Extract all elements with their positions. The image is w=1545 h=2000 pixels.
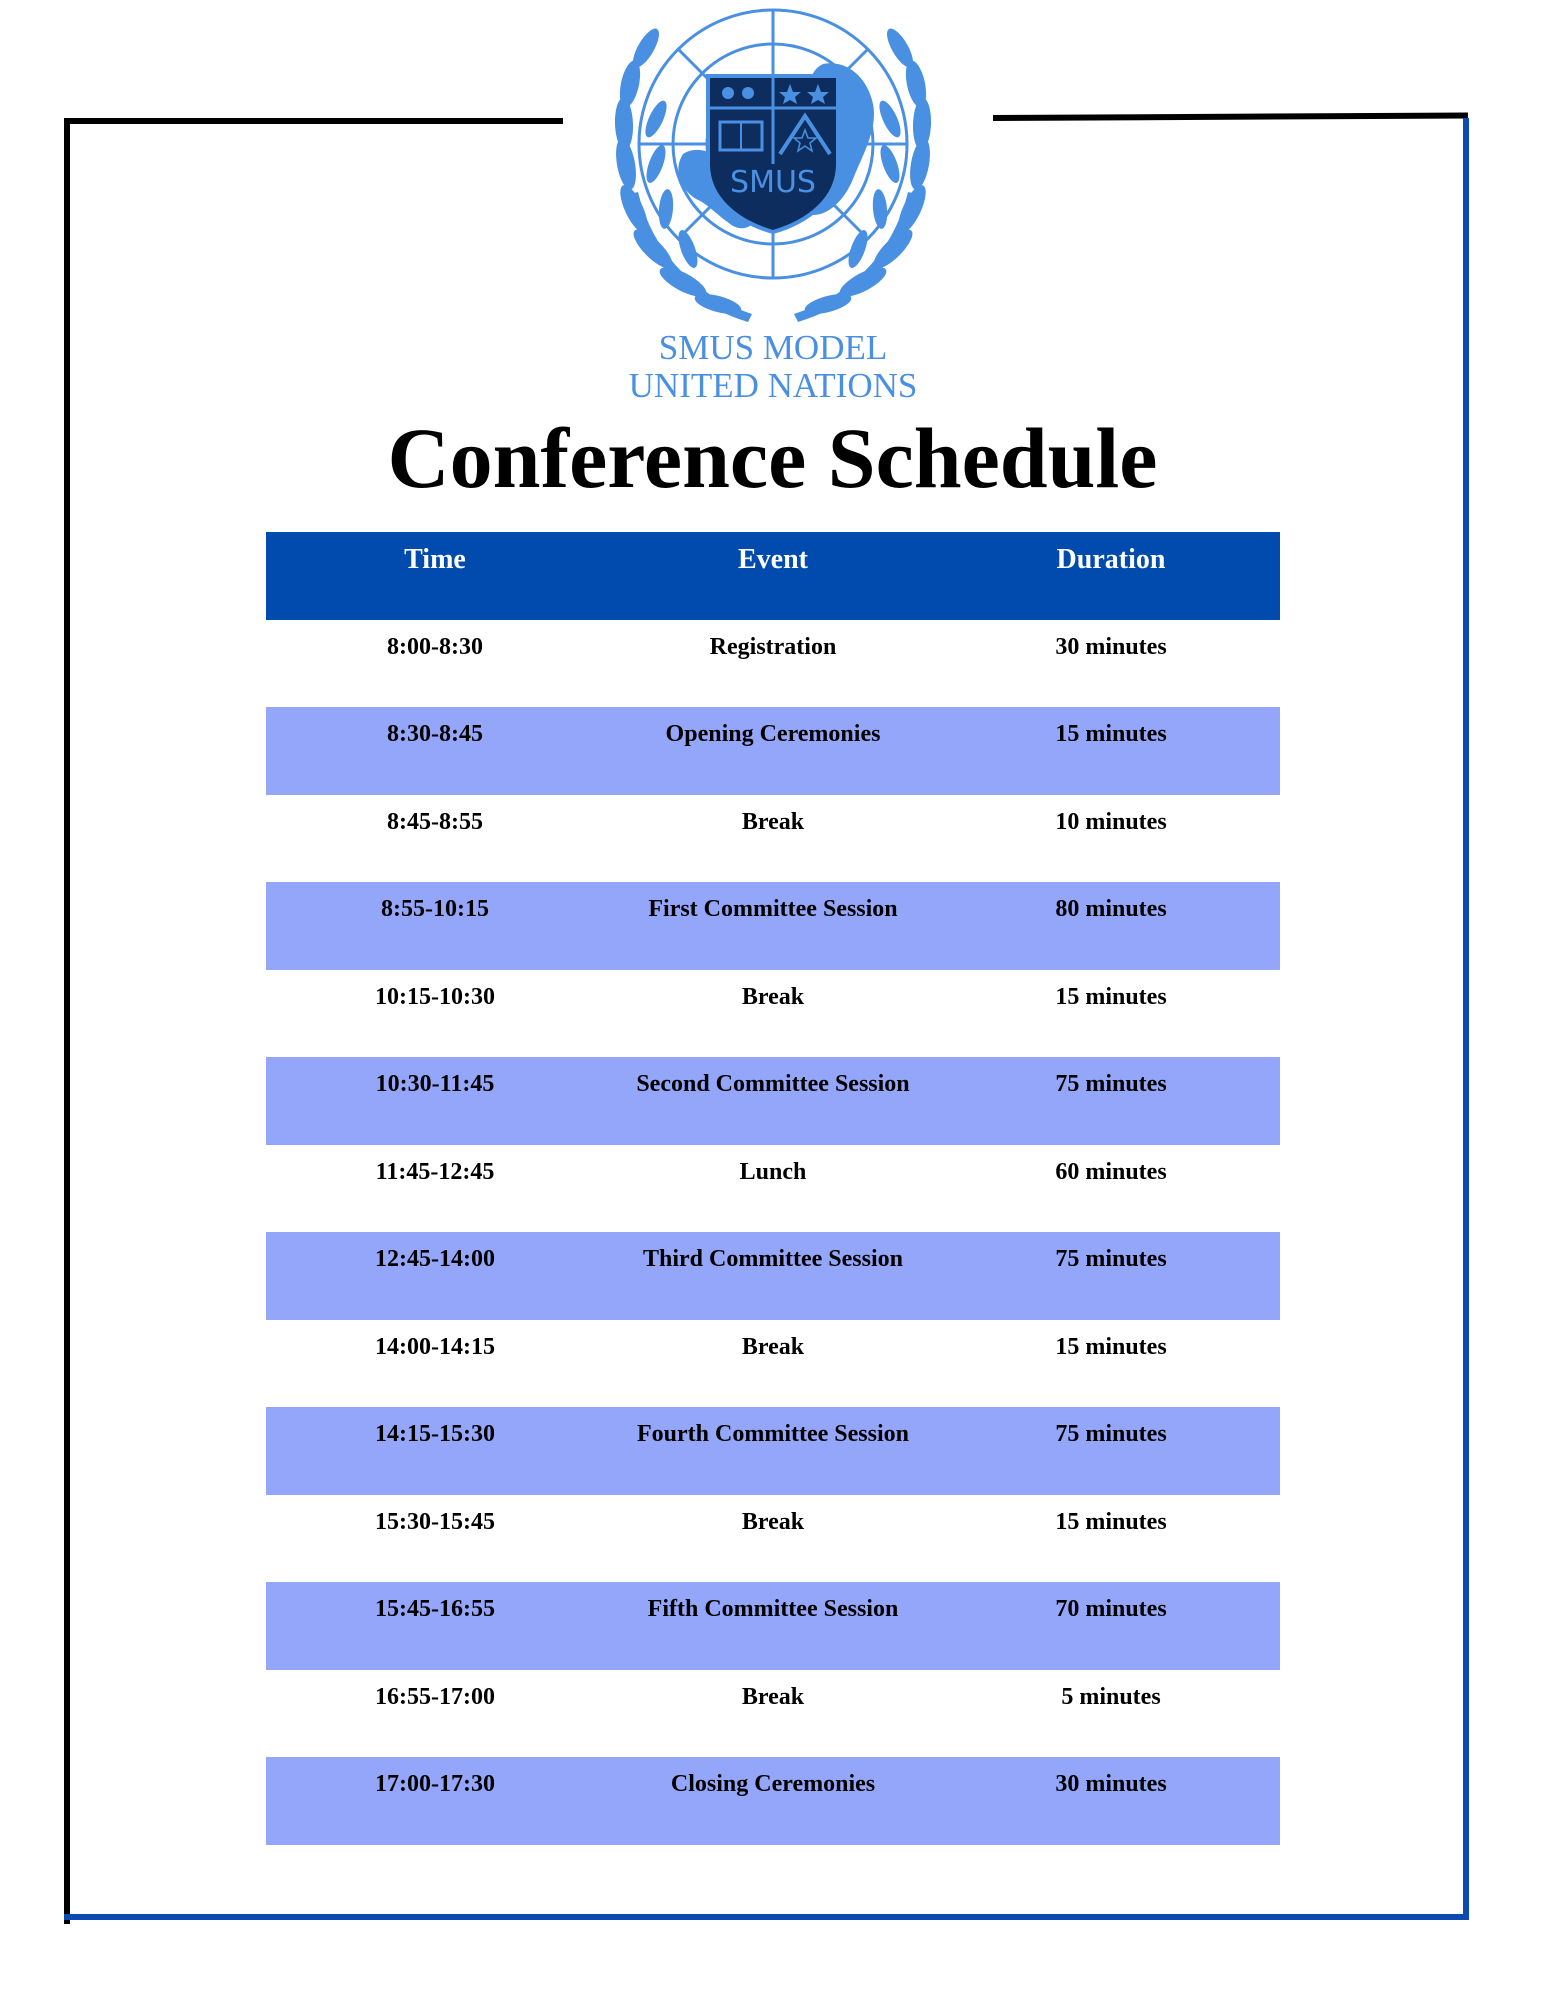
event-cell: Break <box>741 983 805 1010</box>
event-cell: Break <box>741 1333 805 1360</box>
time-cell: 16:55-17:00 <box>375 1683 495 1710</box>
table-row <box>266 882 1280 970</box>
table-row <box>266 1757 1280 1845</box>
time-cell: 15:30-15:45 <box>375 1508 495 1535</box>
frame-top-left-border <box>64 118 563 124</box>
duration-cell: 15 minutes <box>1055 1333 1167 1360</box>
table-row <box>266 1057 1280 1145</box>
event-cell: First Committee Session <box>648 896 898 922</box>
frame-bottom-border <box>64 1914 1469 1920</box>
time-cell: 8:30-8:45 <box>387 721 483 747</box>
column-header-duration: Duration <box>1056 544 1166 575</box>
duration-cell: 75 minutes <box>1055 1071 1167 1097</box>
crest-text: SMUS <box>730 165 816 200</box>
time-cell: 8:45-8:55 <box>387 808 483 835</box>
event-cell: Fourth Committee Session <box>637 1421 909 1447</box>
table-row <box>266 795 1280 883</box>
event-cell: Second Committee Session <box>636 1071 910 1097</box>
table-row <box>266 1145 1280 1233</box>
time-cell: 10:15-10:30 <box>375 983 495 1010</box>
org-name-line1: SMUS MODEL <box>658 328 888 367</box>
table-row <box>266 1407 1280 1495</box>
duration-cell: 15 minutes <box>1055 983 1167 1010</box>
time-cell: 12:45-14:00 <box>375 1246 495 1272</box>
duration-cell: 15 minutes <box>1055 1508 1167 1535</box>
time-cell: 14:00-14:15 <box>375 1333 495 1360</box>
table-row <box>266 620 1280 708</box>
duration-cell: 80 minutes <box>1055 896 1167 922</box>
duration-cell: 60 minutes <box>1055 1158 1167 1185</box>
event-cell: Opening Ceremonies <box>665 721 881 747</box>
column-header-event: Event <box>738 544 808 575</box>
table-row <box>266 1670 1280 1758</box>
duration-cell: 30 minutes <box>1055 633 1167 660</box>
duration-cell: 30 minutes <box>1055 1771 1167 1797</box>
time-cell: 8:55-10:15 <box>381 896 489 922</box>
time-cell: 14:15-15:30 <box>375 1421 495 1447</box>
event-cell: Break <box>741 1683 805 1710</box>
duration-cell: 75 minutes <box>1055 1421 1167 1447</box>
event-cell: Break <box>741 1508 805 1535</box>
event-cell: Registration <box>709 633 837 660</box>
duration-cell: 5 minutes <box>1061 1683 1161 1710</box>
frame-left-border <box>64 118 70 1924</box>
crest-shield-icon <box>708 76 838 232</box>
org-name-line2: UNITED NATIONS <box>628 366 918 404</box>
duration-cell: 10 minutes <box>1055 808 1167 835</box>
table-row <box>266 1320 1280 1408</box>
time-cell: 11:45-12:45 <box>375 1158 495 1185</box>
duration-cell: 75 minutes <box>1055 1246 1167 1272</box>
table-header-row <box>266 532 1280 620</box>
time-cell: 10:30-11:45 <box>375 1071 495 1097</box>
schedule-table <box>266 532 1280 1845</box>
duration-cell: 15 minutes <box>1055 721 1167 747</box>
table-row <box>266 970 1280 1058</box>
table-body <box>266 620 1280 1845</box>
time-cell: 8:00-8:30 <box>387 633 483 660</box>
table-row <box>266 707 1280 795</box>
column-header-time: Time <box>404 544 466 575</box>
frame-right-border <box>1463 118 1469 1920</box>
event-cell: Fifth Committee Session <box>647 1596 899 1622</box>
page-title: Conference Schedule <box>387 410 1158 506</box>
frame-top-right-border <box>993 113 1468 121</box>
event-cell: Closing Ceremonies <box>670 1771 876 1797</box>
event-cell: Break <box>741 808 805 835</box>
event-cell: Third Committee Session <box>643 1246 903 1272</box>
duration-cell: 70 minutes <box>1055 1596 1167 1622</box>
time-cell: 17:00-17:30 <box>375 1771 495 1797</box>
event-cell: Lunch <box>739 1158 807 1185</box>
table-row <box>266 1495 1280 1583</box>
time-cell: 15:45-16:55 <box>375 1596 495 1622</box>
table-row <box>266 1232 1280 1320</box>
table-row <box>266 1582 1280 1670</box>
smus-mun-logo <box>568 4 978 404</box>
